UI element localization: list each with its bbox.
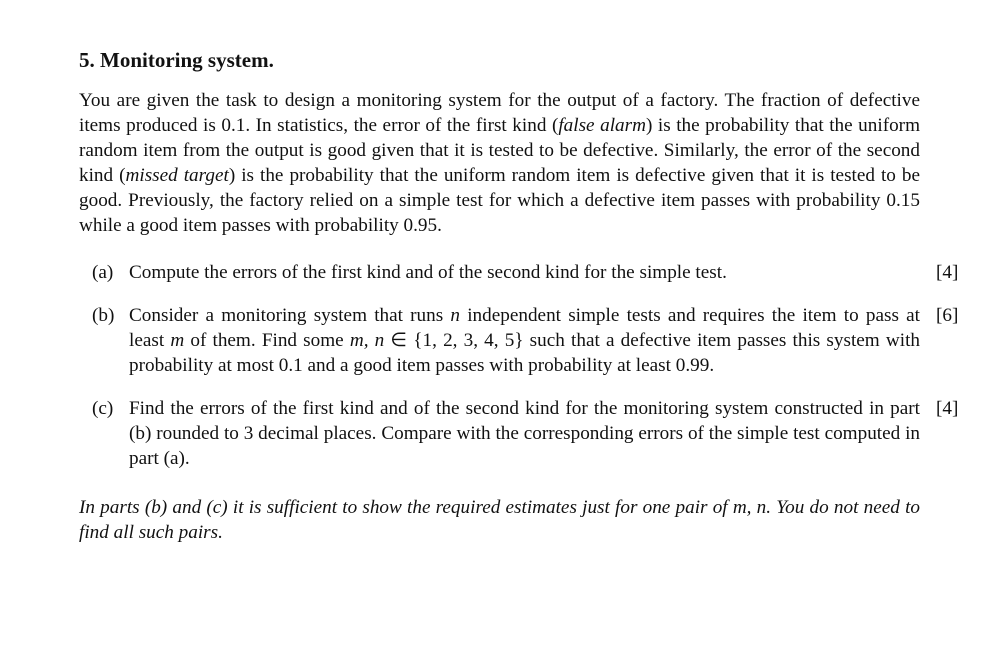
part-c-text: Find the errors of the first kind and of the second kind for the monitoring system constructed in part (b) rounded to 3 decimal places. Compare with the corresponding errors of the simple test computed in part (a). xyxy=(129,398,920,469)
problem-intro xyxy=(79,88,920,238)
var-mn: m, n xyxy=(349,330,385,351)
part-b-text-1: Consider a monitoring system that runs xyxy=(129,305,451,326)
problem-heading: 5. Monitoring system. xyxy=(79,48,274,72)
part-c-marks: [4] xyxy=(936,398,959,419)
part-b-text-2: independent simple tests and requires the item to pass at least xyxy=(129,305,920,351)
part-b-text-4: ∈ {1, 2, 3, 4, 5} such that a defective item passes this system with probability at most 0.1 and a good item passes with probability at least 0.99. xyxy=(129,330,921,376)
part-b-marks: [6] xyxy=(936,305,959,326)
part-b xyxy=(79,303,959,378)
part-a-label: (a) xyxy=(92,262,114,283)
part-b-label: (b) xyxy=(92,305,115,326)
intro-text-2: ) is the probability that the uniform random item from the output is good given that it is tested to be defective. Similarly, the error of the second kind ( xyxy=(79,115,920,186)
missed-target-term: missed target xyxy=(125,165,229,186)
intro-text-3: ) is the probability that the uniform random item is defective given that it is tested to be good. Previously, the factory relied on a simple test for which a defective item passes with probability 0.15 while a good item passes with probability 0.95. xyxy=(79,165,920,236)
var-n: n xyxy=(450,305,461,326)
intro-text-1: You are given the task to design a monitoring system for the output of a factory. The fraction of defective items produced is 0.1. In statistics, the error of the first kind ( xyxy=(79,90,920,136)
part-b-text xyxy=(129,303,920,378)
part-a-marks: [4] xyxy=(936,262,959,283)
problem-sheet xyxy=(79,46,959,545)
footnote-note: In parts (b) and (c) it is sufficient to show the required estimates just for one pair of m, n. You do not need to find all such pairs. xyxy=(79,497,920,543)
part-a-text: Compute the errors of the first kind and of the second kind for the simple test. xyxy=(129,262,727,283)
false-alarm-term: false alarm xyxy=(558,115,646,136)
part-a xyxy=(79,260,959,285)
part-b-text-3: of them. Find some xyxy=(184,330,350,351)
var-m: m xyxy=(170,330,185,351)
part-c xyxy=(79,396,959,471)
part-c-label: (c) xyxy=(92,398,114,419)
